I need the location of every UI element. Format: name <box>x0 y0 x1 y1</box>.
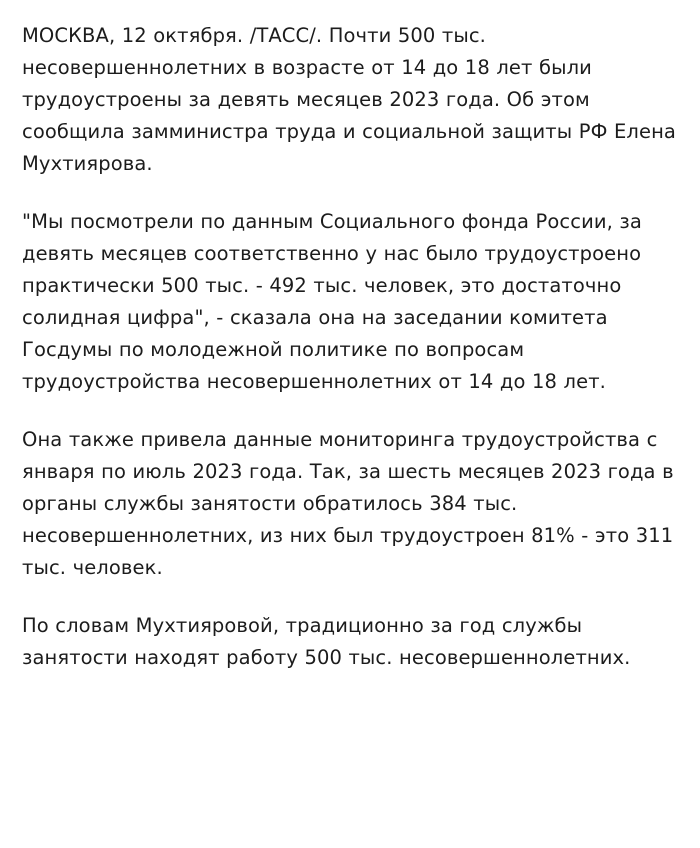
article-paragraph: "Мы посмотрели по данным Социального фонда России, за девять месяцев соответственно у нас было трудоустроено практически 500 тыс. - 492 тыс. человек, это достаточно солидная цифра", - сказала она на заседании комитета Госдумы по молодежной политике по вопросам трудоустройства несовершеннолетних от 14 до 18 лет. <box>22 210 642 393</box>
article-paragraph: Она также привела данные мониторинга трудоустройства с января по июль 2023 года. Так, за шесть месяцев 2023 года в органы службы занятости обратилось 384 тыс. несовершеннолетних, из них был трудоустроен 81% - это 311 тыс. человек. <box>22 428 674 579</box>
article-paragraph: По словам Мухтияровой, традиционно за год службы занятости находят работу 500 тыс. несовершеннолетних. <box>22 614 631 669</box>
article-paragraph: МОСКВА, 12 октября. /ТАСС/. Почти 500 тыс. несовершеннолетних в возрасте от 14 до 18 лет были трудоустроены за девять месяцев 2023 года. Об этом сообщила замминистра труда и социальной защиты РФ Елена Мухтиярова. <box>22 24 676 175</box>
